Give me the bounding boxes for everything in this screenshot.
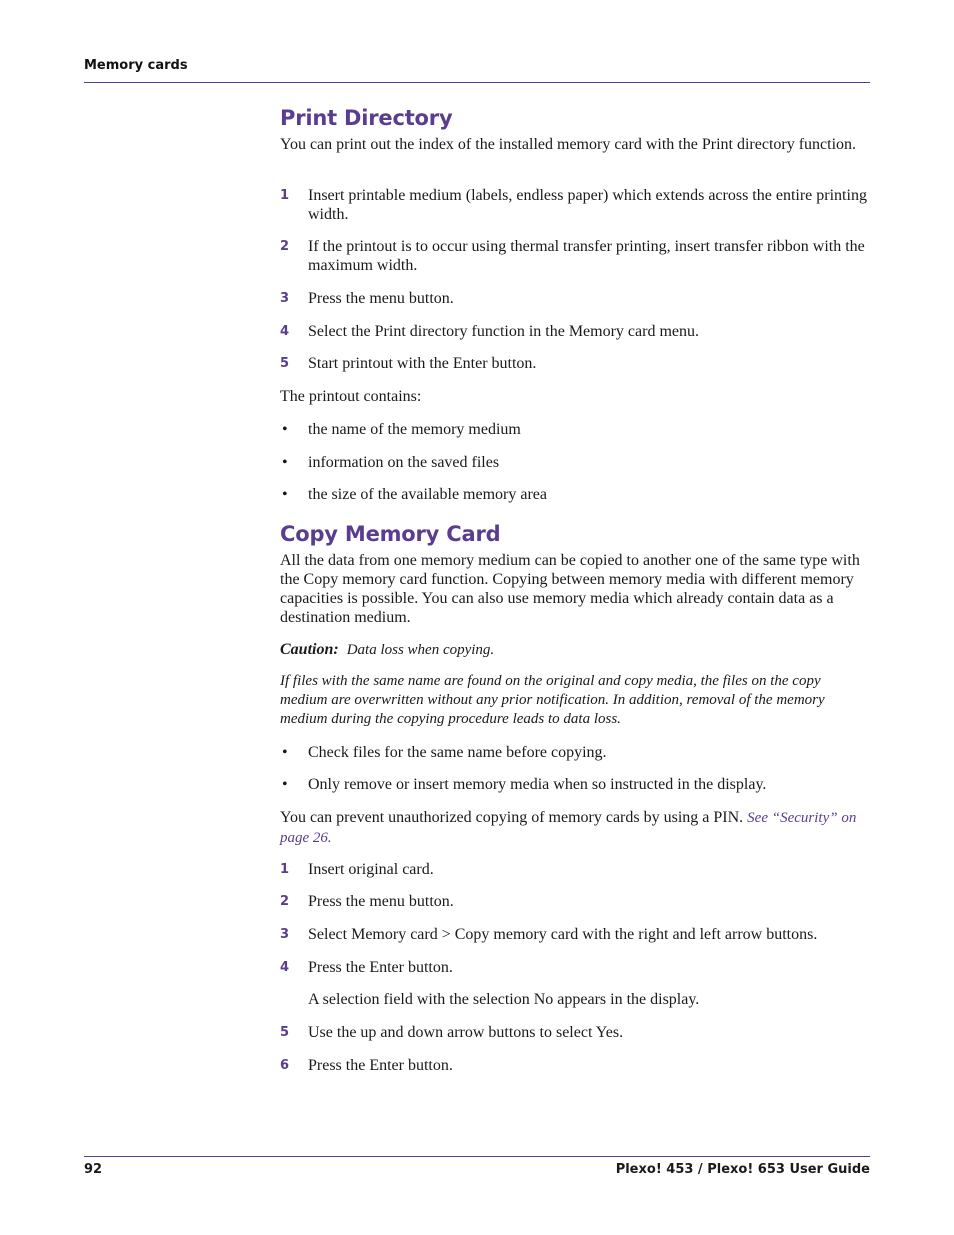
- step-text: Insert printable medium (labels, endless paper) which extends across the entire printing width.: [308, 187, 867, 223]
- step-number: 5: [280, 1025, 290, 1040]
- bullet-icon: •: [282, 744, 288, 761]
- copy-memory-card-intro: All the data from one memory medium can be copied to another one of the same type with the Copy memory card function. Copying between memory media with different memory capacities is possible. You can also use memory media which already contain data as a destination medium.: [280, 552, 860, 626]
- step-text: Insert original card.: [308, 861, 434, 878]
- copy-step: [280, 1023, 870, 1042]
- step-number: 3: [280, 927, 290, 942]
- print-step: [280, 354, 870, 373]
- print-step: [280, 186, 870, 224]
- running-header: Memory cards: [84, 58, 188, 73]
- list-item: • the name of the memory medium: [282, 421, 521, 438]
- list-item: • Check files for the same name before copying.: [282, 744, 607, 761]
- bullet-icon: •: [282, 776, 288, 793]
- copy-step: [280, 1056, 870, 1075]
- step-text: Select Memory card > Copy memory card with the right and left arrow buttons.: [308, 926, 818, 943]
- caution-text: Data loss when copying.: [346, 642, 495, 658]
- footer-rule: [84, 1156, 870, 1157]
- step-text: Use the up and down arrow buttons to select Yes.: [308, 1024, 624, 1041]
- step-note-text: A selection field with the selection No appears in the display.: [308, 991, 700, 1008]
- copy-step: [280, 860, 870, 879]
- step-text: Start printout with the Enter button.: [308, 355, 537, 372]
- caution-label: Caution:: [280, 641, 339, 658]
- page-number: 92: [84, 1162, 103, 1177]
- step-text: Select the Print directory function in the Memory card menu.: [308, 323, 699, 340]
- pin-text: You can prevent unauthorized copying of memory cards by using a PIN.: [280, 809, 744, 826]
- step-text: Press the Enter button.: [308, 959, 453, 976]
- printout-contains-label: The printout contains:: [280, 388, 422, 405]
- copy-memory-card-heading: Copy Memory Card: [280, 522, 501, 546]
- step-text: Press the Enter button.: [308, 1057, 453, 1074]
- list-item: • information on the saved files: [282, 454, 500, 471]
- list-item: • Only remove or insert memory media when so instructed in the display.: [282, 776, 767, 793]
- copy-step: [280, 892, 870, 911]
- pin-paragraph: [280, 808, 870, 848]
- step-text: Press the menu button.: [308, 290, 454, 307]
- print-step: [280, 237, 870, 275]
- step-number: 3: [280, 291, 290, 306]
- security-link[interactable]: See “Security” on page 26.: [280, 810, 857, 846]
- print-step: [280, 322, 870, 341]
- step-number: 1: [280, 862, 290, 877]
- caution-warning: If files with the same name are found on the original and copy media, the files on the copy medium are overwritten without any prior notification. In addition, removal of the memory medium during the copying procedure leads to data loss.: [280, 673, 825, 727]
- step-number: 2: [280, 894, 290, 909]
- bullet-icon: •: [282, 421, 288, 438]
- print-directory-intro: You can print out the index of the installed memory card with the Print directory function.: [280, 136, 857, 153]
- step-number: 6: [280, 1058, 290, 1073]
- bullet-icon: •: [282, 486, 288, 503]
- print-step: [280, 289, 870, 308]
- step-number: 5: [280, 356, 290, 371]
- header-rule: [84, 82, 870, 83]
- guide-title: Plexo! 453 / Plexo! 653 User Guide: [615, 1162, 870, 1177]
- print-directory-heading: Print Directory: [280, 106, 453, 130]
- step-text: Press the menu button.: [308, 893, 454, 910]
- step-number: 1: [280, 188, 290, 203]
- step-number: 2: [280, 239, 290, 254]
- step-note: [280, 990, 870, 1009]
- step-number: 4: [280, 324, 290, 339]
- step-number: 4: [280, 960, 290, 975]
- list-item: • the size of the available memory area: [282, 486, 547, 503]
- step-text: If the printout is to occur using thermal transfer printing, insert transfer ribbon with the maximum width.: [308, 238, 865, 274]
- caution-line: [280, 640, 870, 660]
- copy-step: [280, 958, 870, 977]
- copy-step: [280, 925, 870, 944]
- bullet-icon: •: [282, 454, 288, 471]
